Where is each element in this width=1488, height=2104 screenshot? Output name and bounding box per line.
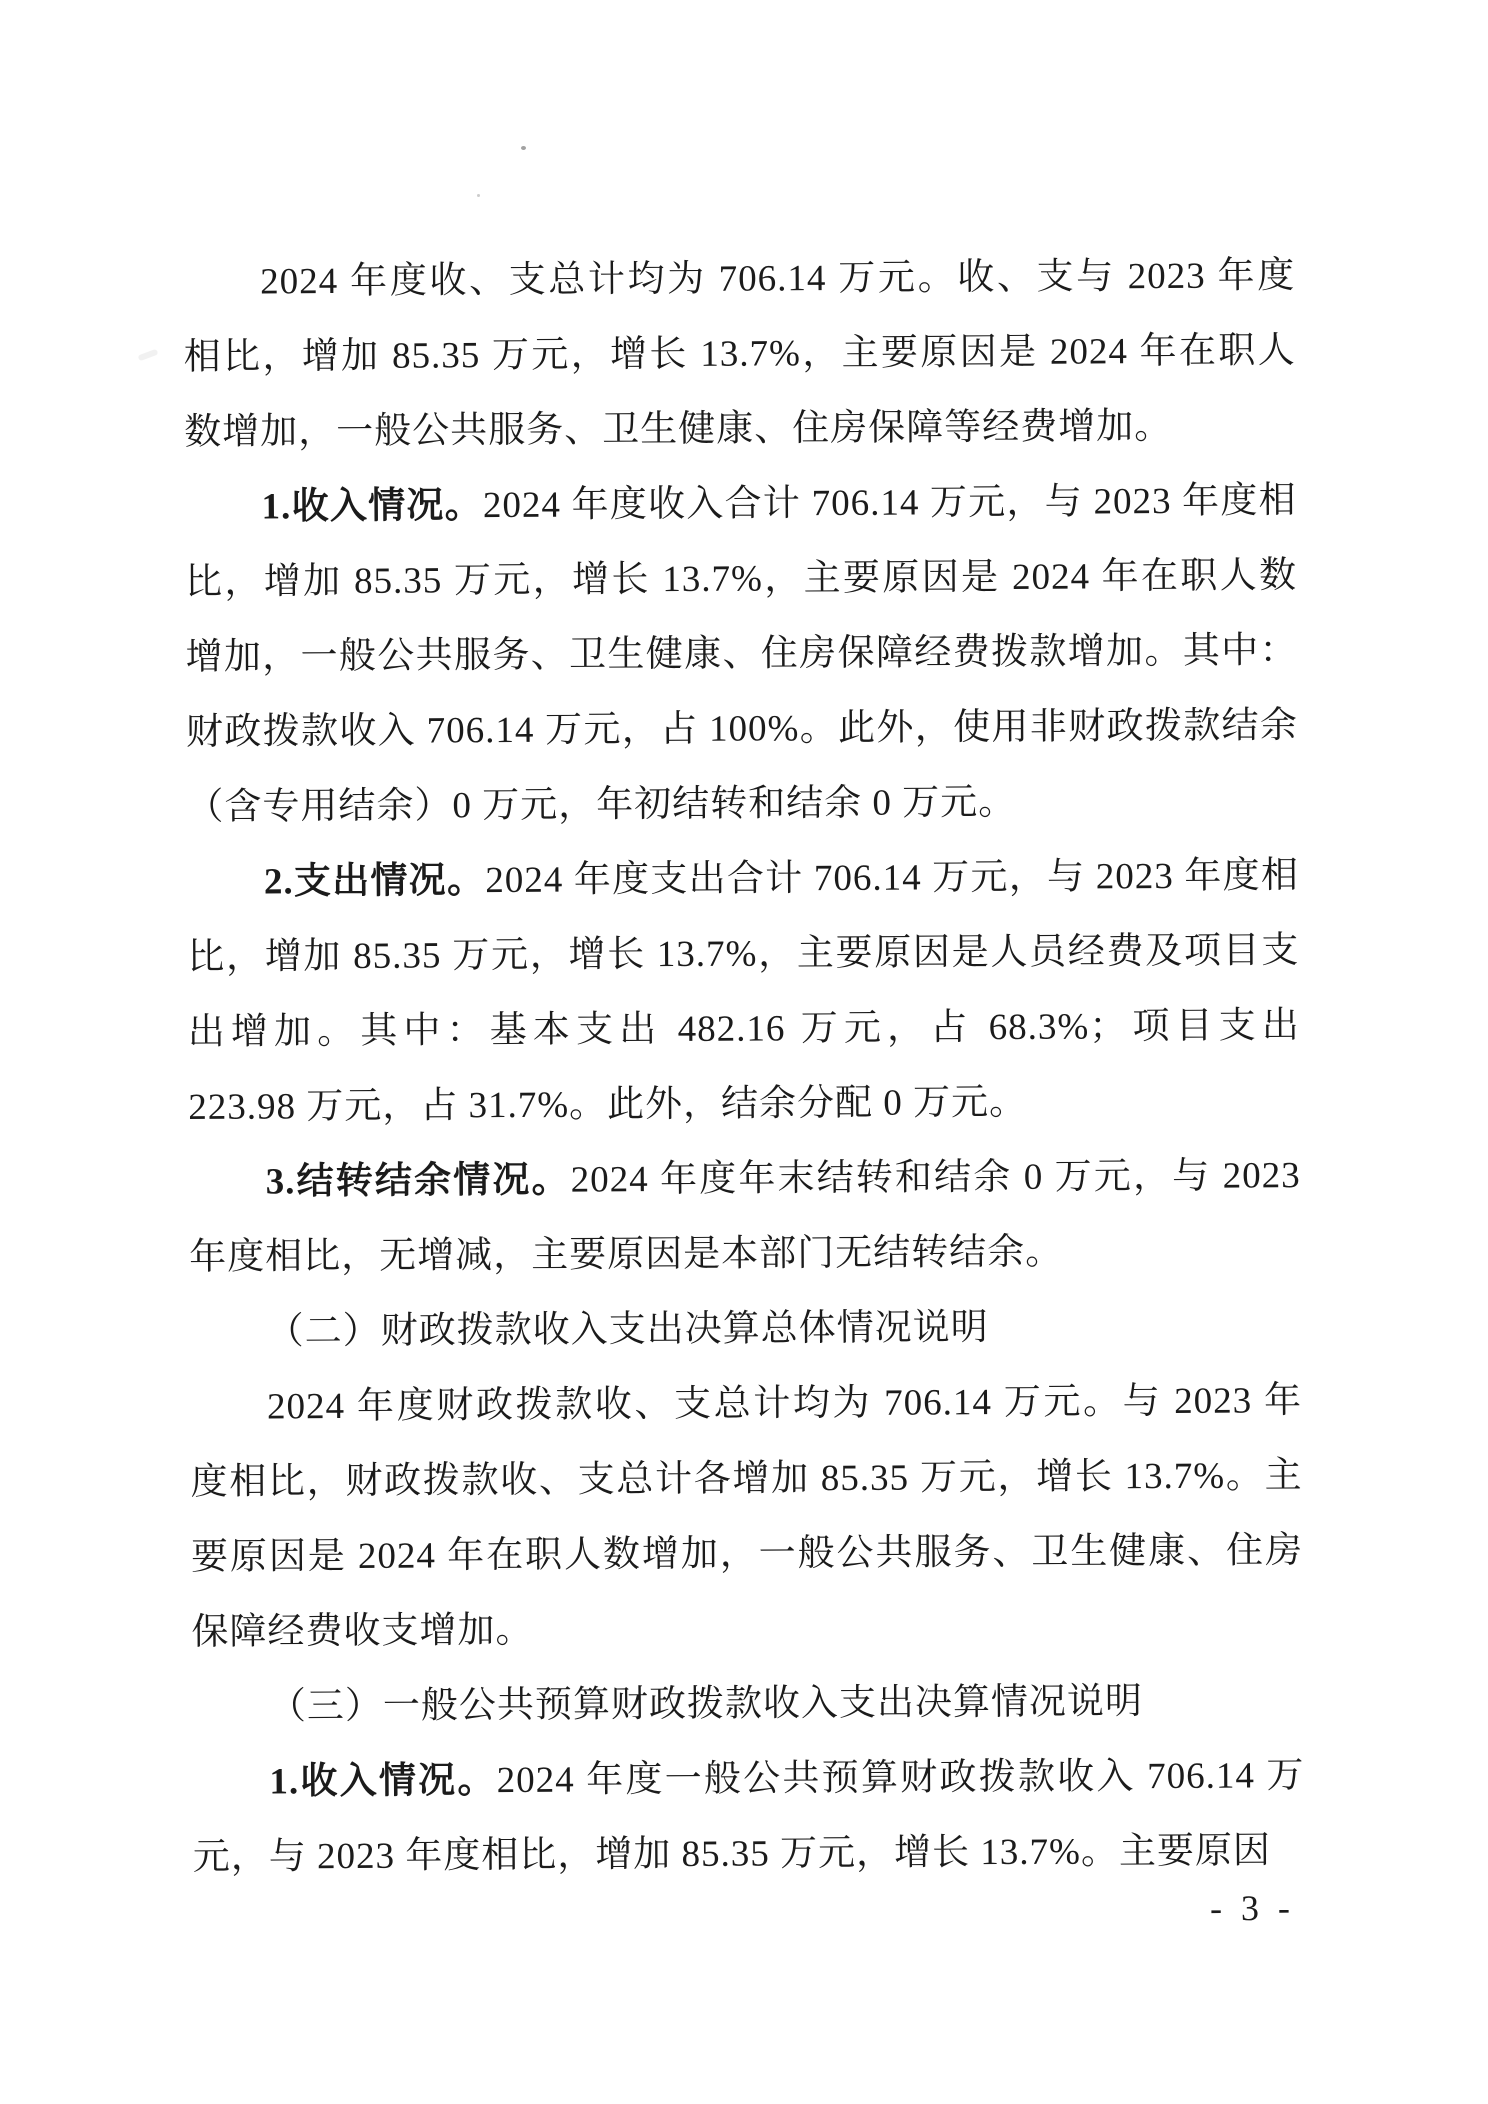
paragraph-income-overview — [184, 463, 1298, 845]
paragraph-expenditure-overview — [187, 838, 1301, 1145]
scan-speck — [521, 146, 526, 150]
page-number: - 3 - — [1209, 1887, 1296, 1929]
heading-section-two — [189, 1288, 1301, 1370]
paragraph-text: 2024 年度支出合计 706.14 万元，与 2023 年度相比，增加 85.35 万元，增长 13.7%，主要原因是人员经费及项目支出增加。其中：基本支出 482.16 万元，占 68.3%；项目支出 223.98 万元，占 31.7%。此外，结余分配 0 万元。 — [187, 855, 1300, 1128]
scan-speck — [477, 194, 480, 197]
heading-section-three — [192, 1663, 1304, 1745]
paragraph-text: 2024 年度收、支总计均为 706.14 万元。收、支与 2023 年度相比，增加 85.35 万元，增长 13.7%，主要原因是 2024 年在职人数增加，一般公共服务、卫生健康、住房保障等经费增加。 — [183, 255, 1296, 453]
paragraph-text: 2024 年度一般公共预算财政拨款收入 706.14 万元，与 2023 年度相比，增加 85.35 万元，增长 13.7%。主要原因 — [192, 1755, 1305, 1878]
paragraph-carryover-overview — [188, 1138, 1301, 1295]
paragraph-totals-overview — [183, 238, 1296, 470]
paragraph-fiscal-appropriation-totals — [190, 1363, 1304, 1670]
heading-text: （三）一般公共预算财政拨款收入支出决算情况说明 — [268, 1681, 1144, 1728]
paragraph-lead: 2.支出情况。 — [263, 860, 486, 903]
paragraph-text: 2024 年度年末结转和结余 0 万元，与 2023 年度相比，无增减，主要原因是本部门无结转结余。 — [189, 1155, 1301, 1278]
paragraph-general-budget-income — [192, 1738, 1305, 1895]
paragraph-text: 2024 年度财政拨款收、支总计均为 706.14 万元。与 2023 年度相比，财政拨款收、支总计各增加 85.35 万元，增长 13.7%。主要原因是 2024 年在职人数增加，一般公共服务、卫生健康、住房保障经费收支增加。 — [190, 1380, 1304, 1653]
paragraph-lead: 1.收入情况。 — [261, 485, 484, 528]
paragraph-lead: 1.收入情况。 — [269, 1760, 497, 1803]
paragraph-text: 2024 年度收入合计 706.14 万元，与 2023 年度相比，增加 85.35 万元，增长 13.7%，主要原因是 2024 年在职人数增加，一般公共服务、卫生健康、住房保障经费拨款增加。其中：财政拨款收入 706.14 万元，占 100%。此外，使用非财政拨款结余（含专用结余）0 万元，年初结转和结余 0 万元。 — [184, 480, 1299, 828]
scan-smudge — [138, 349, 159, 361]
document-body — [183, 238, 1305, 1895]
heading-text: （二）财政拨款收入支出决算总体情况说明 — [266, 1307, 989, 1353]
paragraph-lead: 3.结转结余情况。 — [265, 1159, 571, 1203]
